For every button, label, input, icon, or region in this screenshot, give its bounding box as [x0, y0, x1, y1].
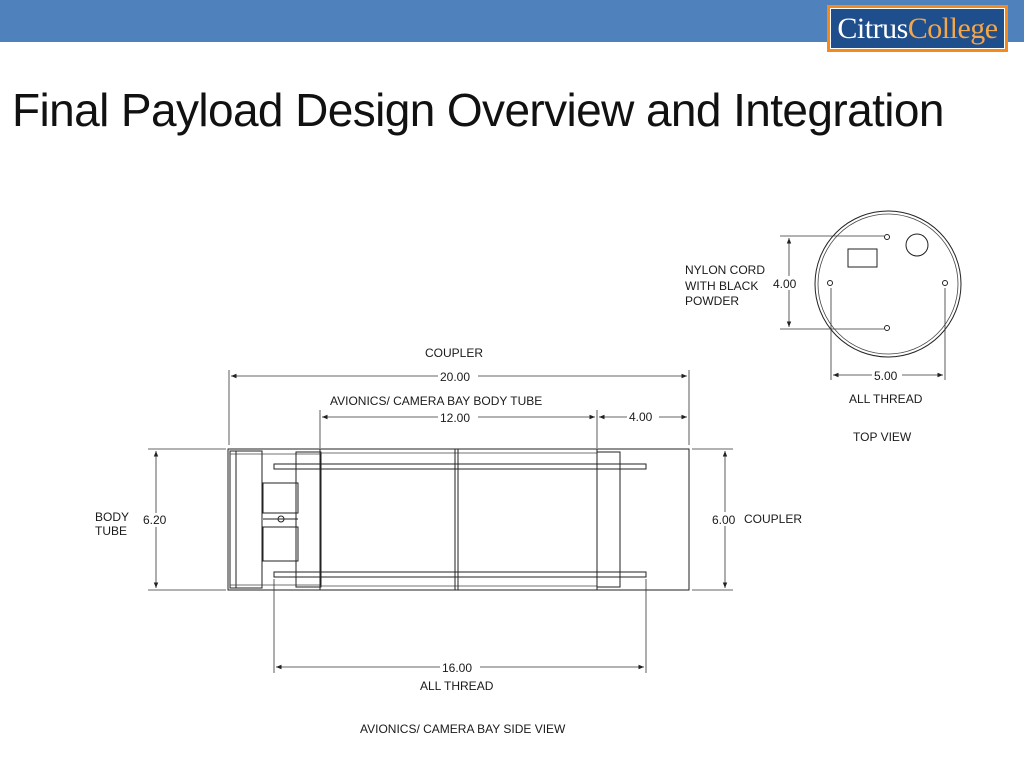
- body-tube-label-2: TUBE: [95, 524, 128, 538]
- page-title: Final Payload Design Overview and Integration: [12, 84, 944, 136]
- bay-body-tube-label: AVIONICS/ CAMERA BAY BODY TUBE: [330, 394, 543, 408]
- coupler-dia-label: COUPLER: [744, 512, 803, 526]
- logo-text-citrus: Citrus: [837, 11, 908, 45]
- coupler-outer: [230, 451, 262, 588]
- all-thread-rod-bottom: [274, 572, 646, 577]
- body-dim: 6.20: [143, 513, 167, 527]
- bulkhead-right: [597, 452, 620, 587]
- top-view-hole-left: [828, 281, 833, 286]
- top-view-hole-top: [885, 235, 890, 240]
- top-view-title: TOP VIEW: [853, 430, 912, 444]
- top-view-all-thread-label: ALL THREAD: [849, 392, 923, 406]
- coupler-dia-dim: 6.00: [712, 513, 736, 527]
- top-view-width-dim: 5.00: [874, 369, 898, 383]
- top-view-hole-right: [943, 281, 948, 286]
- top-view-hole-bottom: [885, 326, 890, 331]
- side-view: [95, 346, 802, 736]
- top-view-height-dim: 4.00: [773, 277, 797, 291]
- nylon-cord-label-2: WITH BLACK: [685, 279, 759, 293]
- eye-bolt-block-top: [263, 483, 298, 513]
- top-view-electronics-box: [848, 249, 877, 267]
- coupler-length-dim: 4.00: [629, 410, 653, 424]
- all-thread-rod-top: [274, 464, 646, 469]
- eye-bolt-block-bottom: [263, 527, 298, 561]
- coupler-top-label: COUPLER: [425, 346, 484, 360]
- bay-dim: 12.00: [440, 411, 471, 425]
- bulkhead-left: [296, 452, 321, 587]
- nylon-cord-label-3: POWDER: [685, 294, 739, 308]
- top-view-camera-port: [906, 234, 928, 256]
- side-view-title: AVIONICS/ CAMERA BAY SIDE VIEW: [360, 722, 566, 736]
- thread-dim: 16.00: [442, 661, 473, 675]
- nylon-cord-label-1: NYLON CORD: [685, 263, 766, 277]
- logo-text-college: College: [907, 11, 998, 45]
- thread-label: ALL THREAD: [420, 679, 494, 693]
- top-view-outer-ring: [815, 211, 961, 357]
- overall-dim: 20.00: [440, 370, 471, 384]
- top-view: [685, 211, 961, 444]
- body-tube-label-1: BODY: [95, 510, 130, 524]
